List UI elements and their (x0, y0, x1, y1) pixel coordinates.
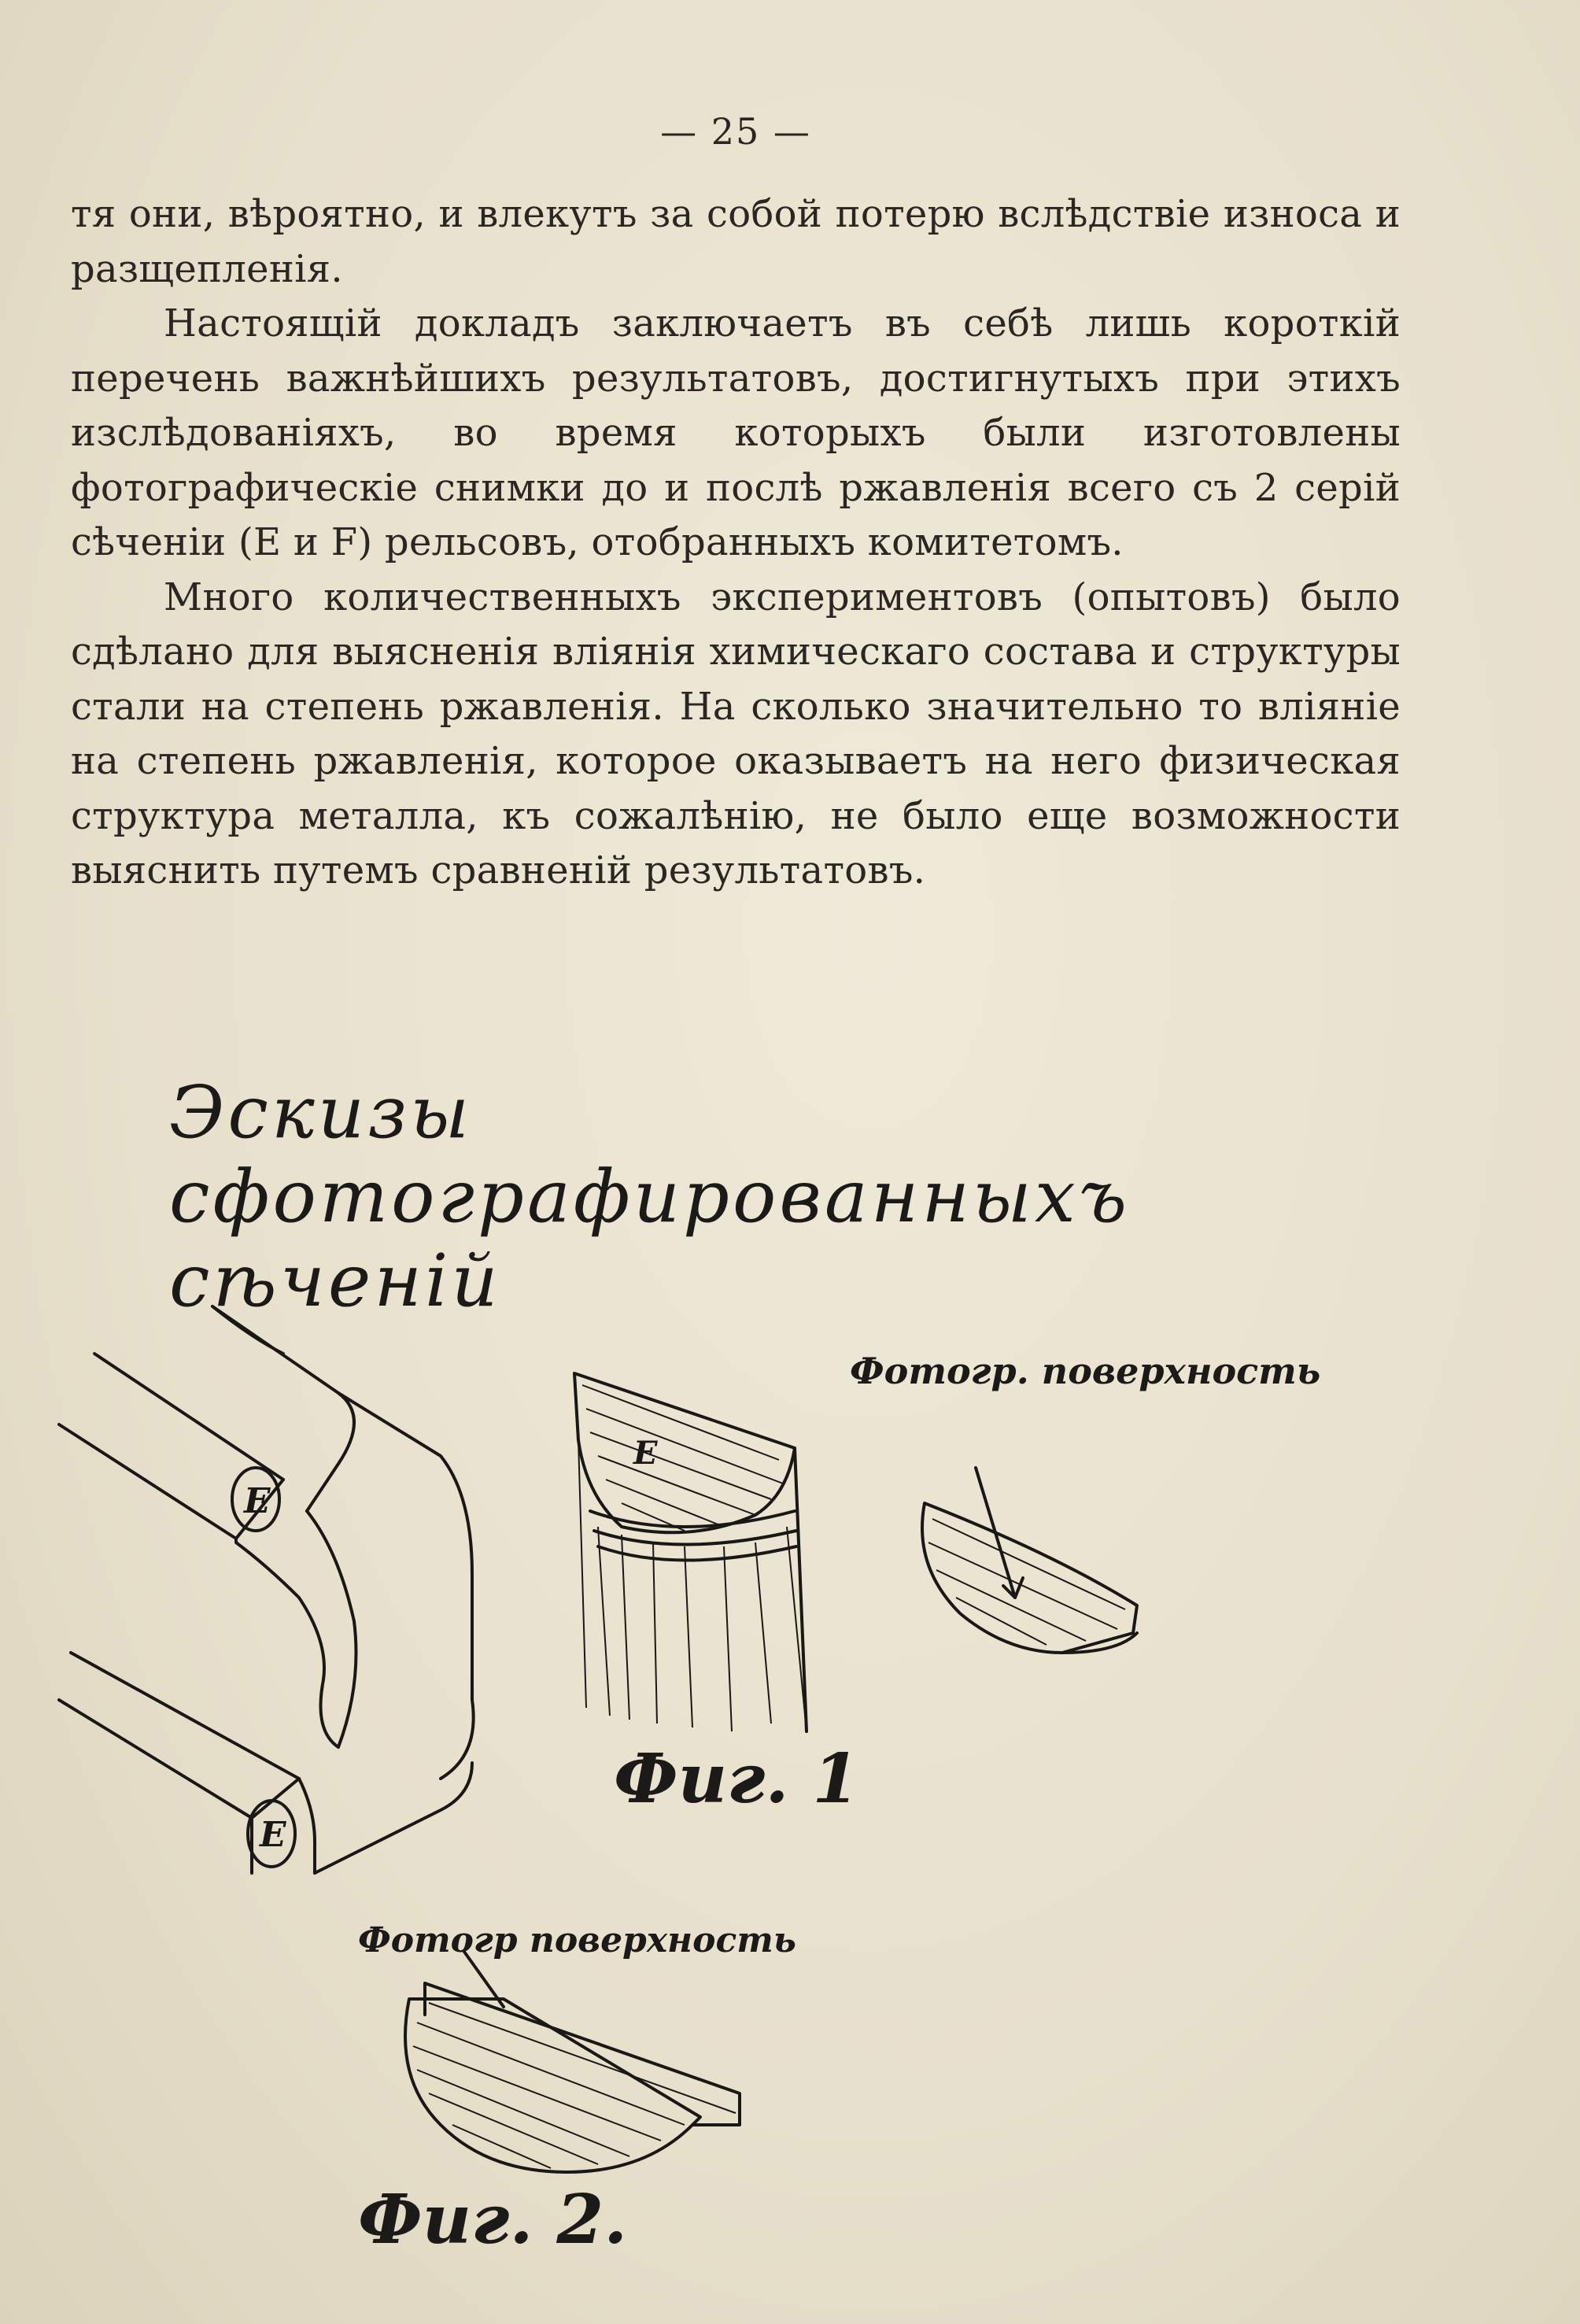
rail-mark-top: E (244, 1481, 271, 1521)
slice-mark: E (633, 1435, 658, 1472)
fig2-label: Фиг. 2. (358, 2180, 628, 2259)
fig1-label: Фиг. 1 (614, 1739, 860, 1819)
surface-label-1: Фотогр. поверхность (850, 1350, 1321, 1392)
surface-label-2: Фотогр поверхность (358, 1920, 796, 1960)
paragraph-1: тя они, вѣроятно, и влекутъ за собой потерю вслѣдствіе износа и разщепленія. (71, 192, 1401, 291)
sketches-title: Эскизы сфотографированныхъ сѣченій (169, 1070, 1131, 1323)
rail-drawing (59, 1306, 474, 1873)
paragraph-2: Настоящій докладъ заключаетъ въ себѣ лишь короткій перечень важнѣйшихъ результатовъ, достигнутыхъ при этихъ изслѣдованіяхъ, во время которыхъ были изготовлены фотографическіе снимки до и послѣ ржавленія всего съ 2 серій сѣченіи (E и F) рельсовъ, отобранныхъ комитетомъ. (71, 301, 1401, 564)
fig1-slice-drawing (574, 1373, 807, 1731)
page-number: — 25 — (660, 110, 811, 153)
paragraph-3: Много количественныхъ экспериментовъ (опытовъ) было сдѣлано для выясненія вліянія химическаго состава и структуры стали на степень ржавленія. На сколько значительно то вліяніе на степень ржавленія, которое оказываетъ на него физическая структура металла, къ сожалѣнію, не было еще возможности выяснить путемъ сравненій результатовъ. (71, 575, 1401, 892)
rail-mark-bottom: E (260, 1815, 286, 1855)
fig2-half-disk-drawing (405, 1952, 740, 2172)
fig1-half-disk-drawing (922, 1468, 1137, 1653)
